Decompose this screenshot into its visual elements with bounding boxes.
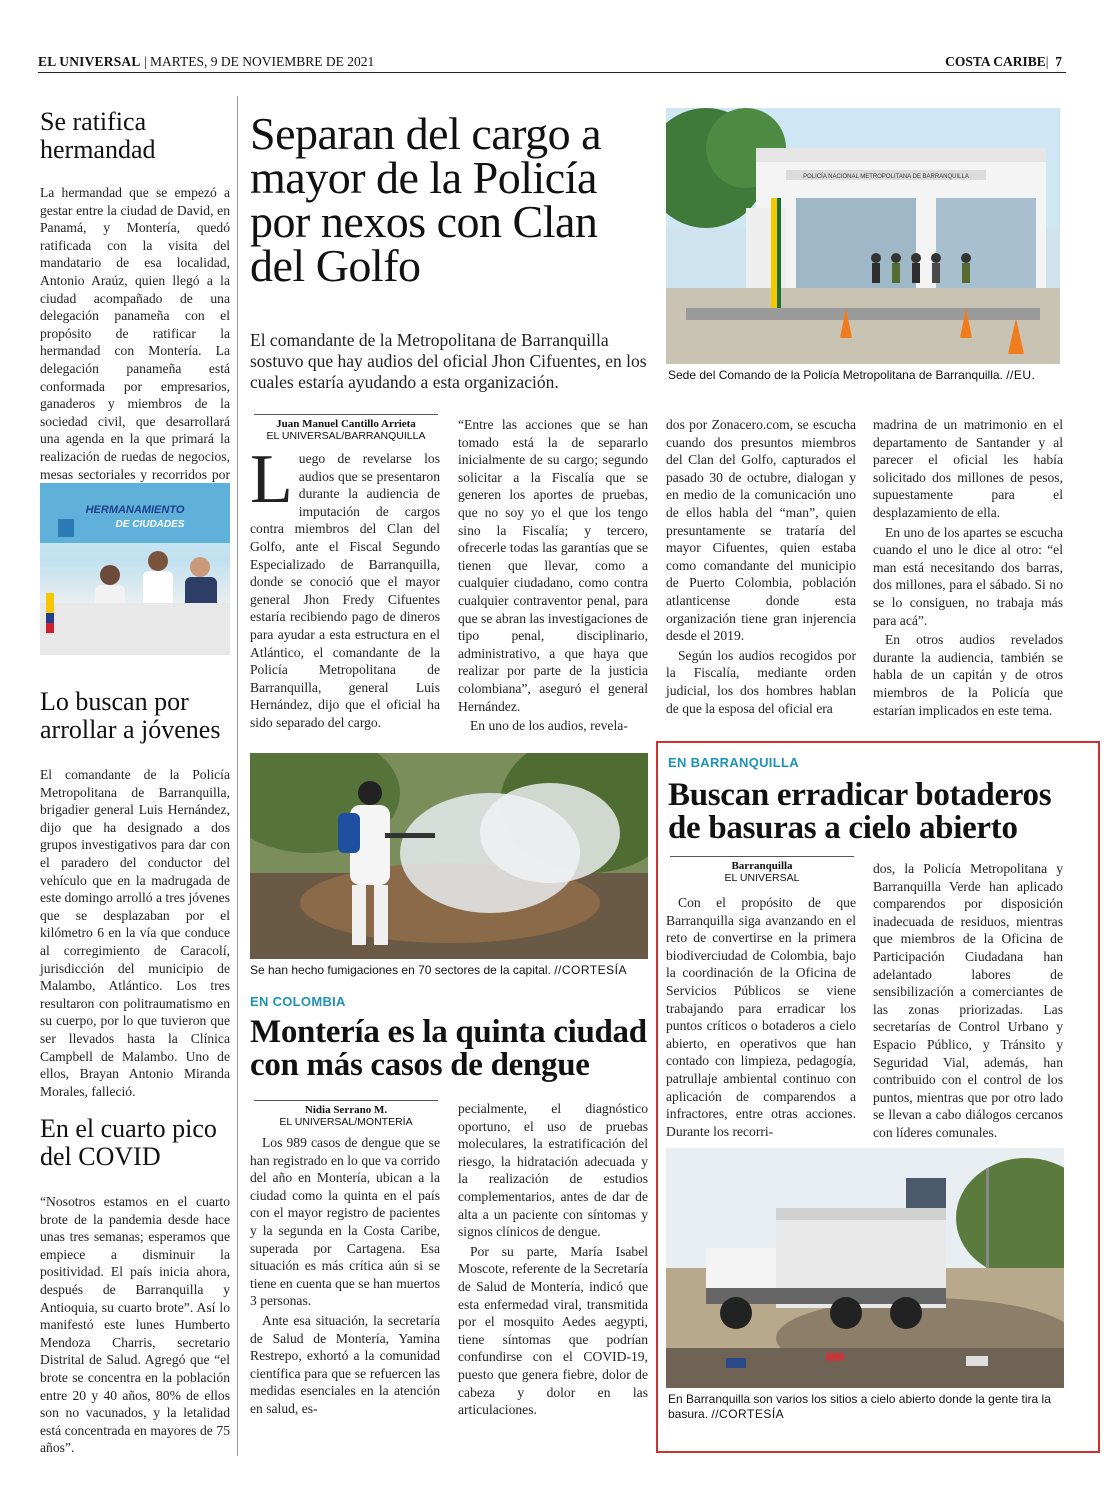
caption-credit: //CORTESÍA	[711, 1407, 785, 1421]
paragraph: En uno de los audios, revela-	[470, 718, 628, 734]
main-body-col3	[666, 416, 856, 719]
basura-body-col2: dos, la Policía Metropolitana y Barranquilla Verde han aplicado comparendos por disposición inadecuada de residuos, mientras que miembros de la Oficina de Participación Ciudadana han adelantado labores de sensibilización a comerciantes de las zonas priorizadas. Las secretarías de Control Urbano y Espacio Público, y Tránsito y Seguridad Vial, además, han contribuido con el control de los puntos, mientras que por otro lado se llevan a cabo diálogos cercanos con líderes comunales.	[873, 861, 1063, 1140]
paragraph: En uno de los apartes se escucha cuando el uno le dice al otro: “el man está necesitando dos barras, dos millones, para el sábado. Si no se lo consiguen, no trabaja más para acá”.	[873, 524, 1063, 628]
caption-text: Sede del Comando de la Policía Metropolitana de Barranquilla.	[668, 368, 1003, 382]
paragraph: pecialmente, el diagnóstico oportuno, el uso de pruebas moleculares, la estratificación del riesgo, la hidratación adecuada y la realización de estudios complementarios, antes de dar de alta a un paciente con síntomas y signos clínicos de dengue.	[458, 1101, 648, 1240]
main-byline	[254, 414, 438, 442]
caption-credit: //EU.	[1006, 368, 1036, 382]
police-photo-caption	[668, 368, 1068, 383]
byline-org: EL UNIVERSAL	[724, 872, 800, 884]
page-header-left: EL UNIVERSAL | MARTES, 9 DE NOVIEMBRE DE 2021	[38, 54, 375, 69]
dengue-headline: Montería es la quinta ciudad con más casos de dengue	[250, 1014, 647, 1083]
dengue-body-col1	[250, 1134, 440, 1420]
paragraph: En otros audios revelados durante la audiencia, también se habla de un capitán y de otros miembros de la Policía que estarían implicados en este tema.	[873, 632, 1063, 718]
brief-arrollar	[40, 688, 230, 1100]
basura-headline: Buscan erradicar botaderos de basuras a cielo abierto	[668, 777, 1052, 846]
hermanamiento-illustration	[40, 483, 230, 655]
police-building-photo	[666, 108, 1060, 364]
header-rule	[38, 72, 1066, 73]
page-header-right: COSTA CARIBE| 7	[945, 54, 1062, 69]
svg-text:DE CIUDADES: DE CIUDADES	[115, 519, 185, 530]
issue-date: MARTES, 9 DE NOVIEMBRE DE 2021	[150, 54, 375, 69]
caption-text: En Barranquilla son varios los sitios a cielo abierto donde la gente tira la basura.	[668, 1392, 1051, 1421]
main-body-col4	[873, 416, 1063, 721]
brief-hermandad	[40, 108, 230, 501]
main-deck: El comandante de la Metropolitana de Barranquilla sostuvo que hay audios del oficial Jhon Cifuentes, en los cuales estaría ayudando a esta organización.	[250, 330, 647, 392]
dump-site-photo	[666, 1148, 1064, 1388]
caption-text: Se han hecho fumigaciones en 70 sectores de la capital.	[250, 963, 551, 977]
byline-name: Nidia Serrano M.	[304, 1104, 388, 1116]
paragraph: dos por Zonacero.com, se escucha cuando dos presuntos miembros del Clan del Golfo, capturados el pasado 30 de octubre, dialogan y en medio de la comunicación uno de ellos habla del “man”, quien presuntamente se trataría del mayor Cifuentes, quien estaba como comandante del municipio de Puerto Colombia, población atlanticense donde esta organización tiene gran injerencia desde el 2019.	[666, 417, 856, 644]
brief-title: En el cuarto pico del COVID	[40, 1114, 217, 1171]
dump-site-illustration	[666, 1148, 1064, 1388]
main-body-col1	[250, 441, 440, 732]
svg-text:POLICÍA NACIONAL METROPOLITANA: POLICÍA NACIONAL METROPOLITANA DE BARRANQUILLA	[803, 174, 969, 180]
byline-org: EL UNIVERSAL/BARRANQUILLA	[266, 430, 426, 442]
paragraph: madrina de un matrimonio en el departamento de Santander y al parecer el oficial les había solicitado dos millones de pesos, supuestamente para el desplazamiento de ella.	[873, 417, 1063, 520]
byline-name: Juan Manuel Cantillo Arrieta	[276, 418, 416, 430]
byline-org: EL UNIVERSAL/MONTERÍA	[279, 1116, 413, 1128]
basura-body-col1: Con el propósito de que Barranquilla siga avanzando en el reto de convertirse en la primera biodiverciudad de Colombia, bajo la coordinación de la Oficina de Servicios Públicos se viene trabajando para erradicar los puntos críticos o botaderos a cielo abierto, en operativos que han contado con limpieza, pedagogía, patrullaje ambiental continuo con aplicación de comparendos a infractores, entre otras acciones. Durante los recorri-	[666, 895, 856, 1139]
dropcap: L	[250, 441, 293, 518]
paragraph: Según los audios recogidos por la Fiscalía, mediante orden judicial, los dos hombres hablan de que la esposa del oficial era	[666, 647, 856, 716]
paragraph: Por su parte, María Isabel Moscote, referente de la Secretaría de Salud de Montería, indicó que esta enfermedad viral, transmitida por el mosquito Aedes aegypti, tiene síntomas que podrían confundirse con el COVID-19, puesto que genera fiebre, dolor de cabeza y dolor en las articulaciones.	[458, 1243, 648, 1418]
dump-photo-caption	[668, 1392, 1058, 1422]
paragraph: Los 989 casos de dengue que se han registrado en lo que va corrido del año en Montería, ubican a la ciudad como la quinta en el país con el mayor registro de pacientes y la segunda en la Costa Caribe, superada por Cartagena. Esa situación es más crítica aún si se tiene en cuenta que se han muertos 3 personas.	[250, 1135, 440, 1309]
brief-title: Lo buscan por arrollar a jóvenes	[40, 687, 221, 744]
fumigation-photo	[250, 753, 648, 959]
byline-name: Barranquilla	[731, 860, 793, 872]
police-building-illustration	[666, 108, 1060, 364]
brief-title: Se ratifica hermandad	[40, 107, 156, 164]
column-rule	[237, 96, 238, 1456]
newspaper-name: EL UNIVERSAL	[38, 54, 141, 69]
basura-byline	[670, 856, 854, 884]
dengue-body-col2	[458, 1100, 648, 1421]
fumigation-caption	[250, 963, 650, 978]
paragraph: Ante esa situación, la secretaría de Salud de Montería, Yamina Restrepo, exhortó a la comunidad científica para que se refuercen las medidas esenciales en la atención en salud, es-	[250, 1312, 440, 1416]
dengue-byline	[254, 1100, 438, 1128]
fumigation-illustration	[250, 753, 648, 959]
main-body-col2	[458, 416, 648, 737]
caption-credit: //CORTESÍA	[554, 963, 628, 977]
section-name: COSTA CARIBE	[945, 54, 1046, 69]
brief-covid	[40, 1115, 230, 1457]
main-headline: Separan del cargo a mayor de la Policía por nexos con Clan del Golfo	[250, 108, 602, 291]
brief-body: La hermandad que se empezó a gestar entre la ciudad de David, en Panamá, y Montería, quedó ratificada con la visita del mandatario de esa localidad, Antonio Araúz, quien llegó a la ciudad acompañado de una delegación panameña con el propósito de ratificar la hermandad con Montería. La delegación panameña está conformada por empresarios, ganaderos y miembros de la sociedad civil, que desarrollará una agenda en la que primará la realización de ruedas de negocios, mesas sectoriales y recorridos por	[40, 185, 230, 482]
dengue-kicker: EN COLOMBIA	[250, 994, 346, 1009]
brief-body: “Nosotros estamos en el cuarto brote de la pandemia desde hace unas tres semanas; esperamos que empiece a disminuir la positividad. El país inicia ahora, después de Barranquilla y Antioquia, su cuarto brote”. Así lo manifestó este lunes Humberto Mendoza Charris, secretario Distrital de Salud. Agregó que “el brote se concentra en la población entre 20 y 40 años, 80% de ellos son no vacunados, y la letalidad está concentrada en mayores de 75 años”.	[40, 1194, 230, 1456]
hermanamiento-photo	[40, 483, 230, 655]
col-text: uego de revelarse los audios que se presentaron durante la audiencia de imputación de cargos contra miembros del Clan del Golfo, ante el Fiscal Segundo Especializado de Barranquilla, donde se conoció que el mayor general Jhon Fredy Cifuentes estaría recibiendo pago de dineros para ayudar a esta estructura en el Atlántico, el comandante de la Policía Metropolitana de Barranquilla, general Luis Hernández, dijo que el oficial ha sido separado del cargo.	[250, 451, 440, 730]
brief-body: El comandante de la Policía Metropolitana de Barranquilla, brigadier general Luis Hernández, dijo que ha designado a dos grupos investigativos para dar con el paradero del conductor del vehículo que en la madrugada de este domingo arrolló a tres jóvenes que se desplazaban por el kilómetro 6 en la vía que conduce al corregimiento de Caracolí, jurisdicción del municipio de Malambo, Atlántico. Los tres resultaron con politraumatismo en su cuerpo, por lo que tuvieron que ser llevados hasta la Clínica Campbell de Malambo. Uno de ellos, Brayan Antonio Miranda Morales, falleció.	[40, 767, 230, 1099]
basura-kicker: EN BARRANQUILLA	[668, 755, 799, 770]
paragraph: “Entre las acciones que se han tomado está la de separarlo inicialmente de su cargo; segundo solicitar a la Fiscalía que se generen los aportes de pruebas, que no soy yo el que los tengo sino la Fiscalía; y tercero, ofrecerle todas las garantías que se tienen que llevar, como a cualquier ciudadano, como contra cualquier contraventor penal, para que se abran las investigaciones de tipo penal, disciplinario, administrativo, a que haya que realizar por parte de la justicia colombiana”, aseguró el general Hernández.	[458, 417, 648, 714]
svg-text:HERMANAMIENTO: HERMANAMIENTO	[85, 504, 185, 516]
page-number: 7	[1055, 54, 1062, 69]
